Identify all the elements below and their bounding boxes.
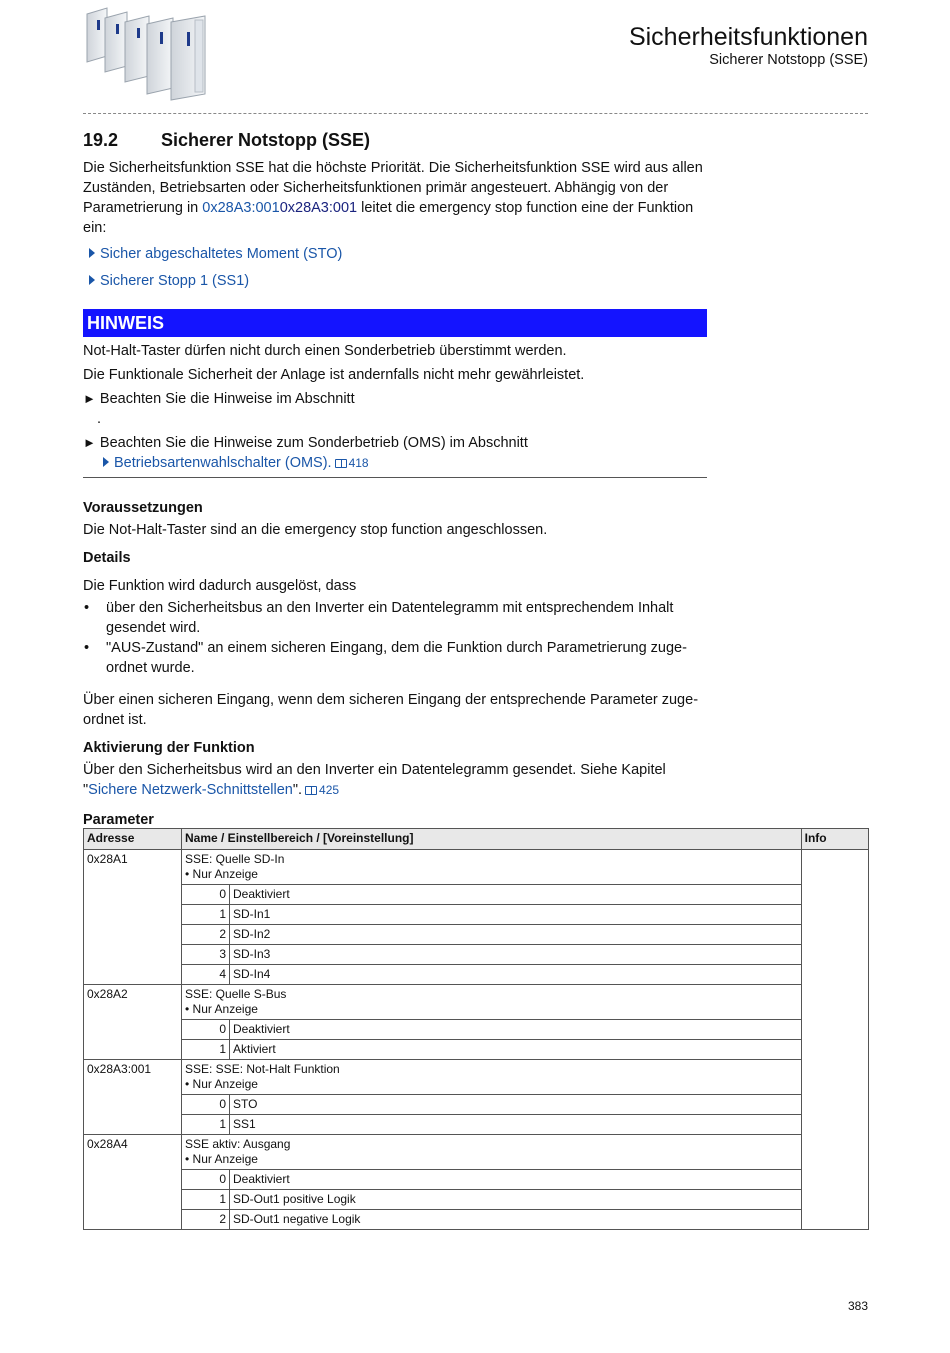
intro-text-1: Die Sicherheitsfunktion SSE hat die höchste Priorität. Die Sicherheitsfunktion SSE wird aus allen Zuständen, Betriebsarten oder Sicherheitsfunktionen primär angesteuert. Abhängig von der Parametrierung in bbox=[83, 160, 703, 216]
table-row bbox=[84, 885, 869, 905]
table-row bbox=[84, 1210, 869, 1230]
param-note: • Nur Anzeige bbox=[185, 1077, 258, 1091]
value-label: Deaktiviert bbox=[230, 1170, 802, 1190]
page-ref-418[interactable]: 418 bbox=[348, 456, 369, 470]
param-address: 0x28A1 bbox=[84, 850, 182, 985]
table-row bbox=[84, 1040, 869, 1060]
product-image bbox=[83, 6, 211, 102]
value-label: Deaktiviert bbox=[230, 885, 802, 905]
column-header-name: Name / Einstellbereich / [Voreinstellung] bbox=[182, 829, 802, 850]
param-note-text: Nur Anzeige bbox=[192, 1077, 258, 1091]
network-link[interactable]: Sichere Netzwerk-Schnittstellen bbox=[88, 782, 293, 798]
param-address: 0x28A2 bbox=[84, 985, 182, 1060]
details-intro: Die Funktion wird dadurch ausgelöst, dass bbox=[83, 578, 357, 594]
param-name-text: SSE: Quelle SD-In bbox=[185, 852, 285, 866]
details-heading: Details bbox=[83, 550, 131, 566]
aktivierung-text bbox=[83, 760, 707, 800]
section-number: 19.2 bbox=[83, 130, 119, 150]
intro-text-2: leitet die emergency stop function eine der Funktion ein: bbox=[83, 200, 694, 236]
value-code: 0 bbox=[182, 885, 230, 905]
page-header-title: Sicherheitsfunktionen bbox=[628, 23, 868, 51]
table-row bbox=[84, 965, 869, 985]
book-icon bbox=[305, 786, 317, 795]
table-row bbox=[84, 985, 869, 1020]
link-ss1[interactable] bbox=[83, 271, 707, 291]
value-label: STO bbox=[230, 1095, 802, 1115]
param-name bbox=[182, 1135, 802, 1170]
value-label: Deaktiviert bbox=[230, 1020, 802, 1040]
value-code: 0 bbox=[182, 1170, 230, 1190]
value-code: 2 bbox=[182, 925, 230, 945]
value-code: 3 bbox=[182, 945, 230, 965]
link-sto[interactable] bbox=[83, 244, 707, 264]
value-label: SD-In1 bbox=[230, 905, 802, 925]
details-list bbox=[83, 598, 707, 678]
notice-line-2: Die Funktionale Sicherheit der Anlage ist andernfalls nicht mehr gewährleistet. bbox=[83, 367, 585, 383]
param-name bbox=[182, 850, 802, 885]
param-note-text: Nur Anzeige bbox=[192, 1152, 258, 1166]
link-sto-label[interactable]: Sicher abgeschaltetes Moment (STO) bbox=[100, 246, 343, 262]
notice-item-2-text: Beachten Sie die Hinweise zum Sonderbetrieb (OMS) im Abschnitt bbox=[99, 435, 528, 451]
info-cell bbox=[801, 850, 868, 1230]
aktivierung-quote-end: ". bbox=[292, 782, 303, 798]
parameter-table bbox=[83, 828, 869, 1230]
value-code: 0 bbox=[182, 1095, 230, 1115]
oms-link[interactable]: Betriebsartenwahlschalter (OMS). bbox=[114, 455, 332, 471]
triangle-right-icon bbox=[103, 457, 109, 467]
param-name-text: SSE aktiv: Ausgang bbox=[185, 1137, 291, 1151]
notice-item-2-link-row bbox=[83, 453, 707, 473]
table-row bbox=[84, 1135, 869, 1170]
list-item: • "AUS-Zustand" an einem sicheren Eingang, dem die Funktion durch Parametrierung zuge-ordnet wurde. bbox=[83, 638, 707, 678]
parameter-heading: Parameter bbox=[83, 812, 154, 828]
param-address: 0x28A3:001 bbox=[84, 1060, 182, 1135]
table-row bbox=[84, 1190, 869, 1210]
table-row bbox=[84, 1060, 869, 1095]
voraussetzungen-heading: Voraussetzungen bbox=[83, 500, 203, 516]
voraussetzungen-text: Die Not-Halt-Taster sind an die emergency stop function angeschlossen. bbox=[83, 522, 548, 538]
arrow-right-icon: ► bbox=[83, 391, 96, 406]
table-row bbox=[84, 1095, 869, 1115]
value-label: SS1 bbox=[230, 1115, 802, 1135]
column-header-adresse: Adresse bbox=[84, 829, 182, 850]
table-row bbox=[84, 850, 869, 885]
details-after: Über einen sicheren Eingang, wenn dem sicheren Eingang der entsprechende Parameter zuge-ordnet ist. bbox=[83, 692, 699, 728]
list-item: • über den Sicherheitsbus an den Inverter ein Datentelegramm mit entsprechendem Inhalt gesendet wird. bbox=[83, 598, 707, 638]
param-note-text: Nur Anzeige bbox=[192, 1002, 258, 1016]
arrow-right-icon: ► bbox=[83, 435, 96, 450]
value-code: 0 bbox=[182, 1020, 230, 1040]
triangle-right-icon bbox=[89, 248, 95, 258]
column-header-info: Info bbox=[801, 829, 868, 850]
value-label: SD-In2 bbox=[230, 925, 802, 945]
param-address: 0x28A4 bbox=[84, 1135, 182, 1230]
value-label: SD-In3 bbox=[230, 945, 802, 965]
value-label: SD-In4 bbox=[230, 965, 802, 985]
param-ref-link-2[interactable]: 0x28A3:001 bbox=[279, 200, 358, 216]
param-name bbox=[182, 1060, 802, 1095]
value-code: 2 bbox=[182, 1210, 230, 1230]
table-row bbox=[84, 905, 869, 925]
param-note: • Nur Anzeige bbox=[185, 1002, 258, 1016]
value-code: 1 bbox=[182, 905, 230, 925]
table-row bbox=[84, 925, 869, 945]
link-ss1-label[interactable]: Sicherer Stopp 1 (SS1) bbox=[100, 273, 250, 289]
value-code: 1 bbox=[182, 1040, 230, 1060]
value-code: 1 bbox=[182, 1115, 230, 1135]
table-row bbox=[84, 945, 869, 965]
notice-item-1-dot: . bbox=[97, 411, 102, 427]
param-name-text: SSE: SSE: Not-Halt Funktion bbox=[185, 1062, 340, 1076]
notice-banner: HINWEIS bbox=[83, 309, 707, 337]
param-note-text: Nur Anzeige bbox=[192, 867, 258, 881]
notice-item-1-text: Beachten Sie die Hinweise im Abschnitt bbox=[99, 391, 355, 407]
page-ref-425[interactable]: 425 bbox=[319, 783, 340, 797]
notice-item-1 bbox=[83, 389, 707, 409]
value-code: 1 bbox=[182, 1190, 230, 1210]
table-row bbox=[84, 1115, 869, 1135]
param-ref-link-1[interactable]: 0x28A3:001 bbox=[202, 200, 280, 216]
notice-body bbox=[83, 337, 707, 478]
aktivierung-text-main: Über den Sicherheitsbus wird an den Inverter ein Datentelegramm gesendet. Siehe Kapitel " bbox=[83, 762, 666, 798]
param-note: • Nur Anzeige bbox=[185, 1152, 258, 1166]
table-row bbox=[84, 1020, 869, 1040]
section-heading bbox=[83, 128, 707, 152]
triangle-right-icon bbox=[89, 275, 95, 285]
header-divider bbox=[83, 113, 868, 114]
aktivierung-heading: Aktivierung der Funktion bbox=[83, 740, 255, 756]
value-code: 4 bbox=[182, 965, 230, 985]
table-row bbox=[84, 1170, 869, 1190]
page-number: 383 bbox=[847, 1299, 868, 1313]
section-title: Sicherer Notstopp (SSE) bbox=[161, 130, 371, 150]
intro-paragraph bbox=[83, 158, 707, 238]
param-name bbox=[182, 985, 802, 1020]
page-header-subtitle: Sicherer Notstopp (SSE) bbox=[709, 52, 868, 68]
value-label: Aktiviert bbox=[230, 1040, 802, 1060]
param-name-text: SSE: Quelle S-Bus bbox=[185, 987, 287, 1001]
notice-item-2 bbox=[83, 433, 707, 453]
value-label: SD-Out1 positive Logik bbox=[230, 1190, 802, 1210]
notice-line-1: Not-Halt-Taster dürfen nicht durch einen Sonderbetrieb überstimmt werden. bbox=[83, 343, 567, 359]
book-icon bbox=[335, 459, 347, 468]
value-label: SD-Out1 negative Logik bbox=[230, 1210, 802, 1230]
param-note: • Nur Anzeige bbox=[185, 867, 258, 881]
main-content bbox=[83, 128, 707, 832]
table-header-row bbox=[84, 829, 869, 850]
